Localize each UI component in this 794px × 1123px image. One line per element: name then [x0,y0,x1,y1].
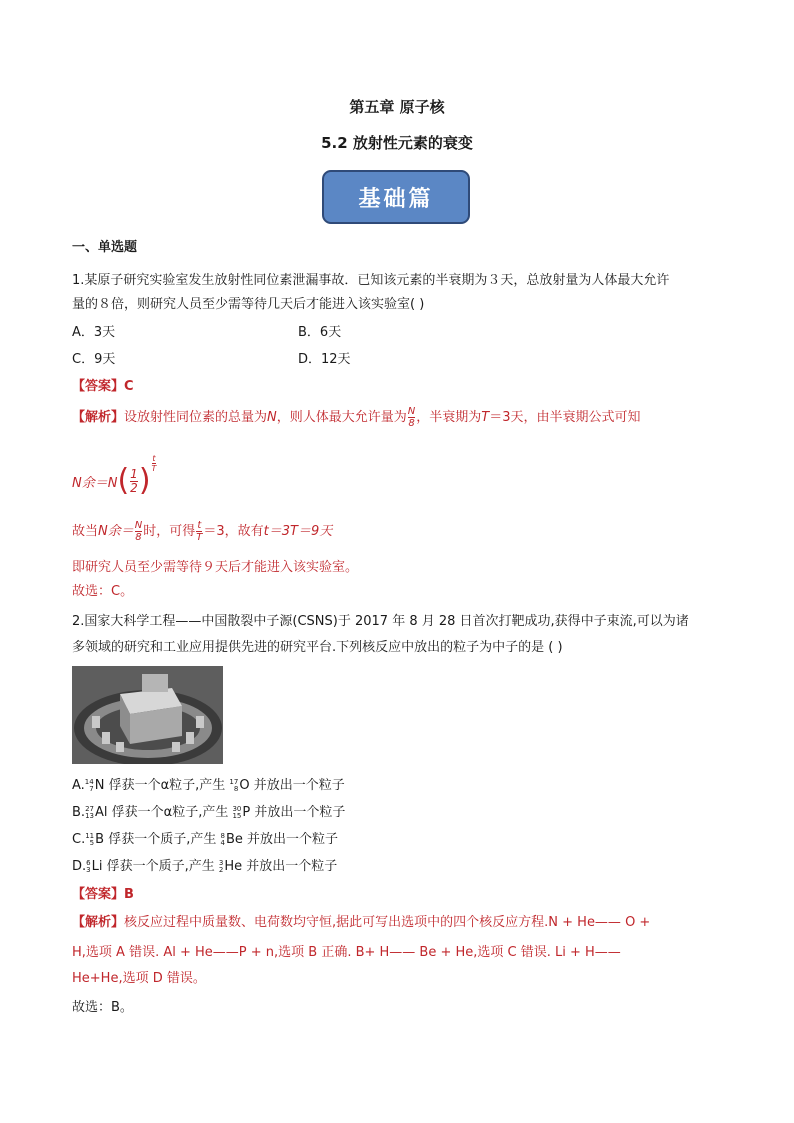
q2-analysis-equation-a: N + He—— O + [548,915,651,930]
frac-den: 2 [130,480,138,495]
mass-number: 14 [84,777,94,786]
q1-analysis-line4: 即研究人员至少需等待９天后才能进入该实验室。 [72,560,359,575]
charge-number: 13 [85,811,94,820]
nuclide-symbol: N [94,778,105,793]
nuclide-index [85,806,94,820]
frac-num: t [197,520,202,531]
product-index [220,833,224,847]
q1-analysis-text-d: ＝3天，由半衰期公式可知 [489,410,641,425]
section-title: 5.2 放射性元素的衰变 [321,134,473,152]
q1-stem-line2: 量的８倍，则研究人员至少需等待几天后才能进入该实验室( ) [72,297,425,312]
text: ＝3，故有 [203,524,264,539]
q1-frac-n-over-8-b [135,520,142,543]
charge-number: 2 [218,865,224,874]
option-text: 俘获一个质子,产生 [102,859,219,874]
frac-den: 8 [408,418,415,429]
right-paren: ) [138,463,151,498]
mass-number: 17 [229,777,239,786]
product-index [229,779,238,793]
option-letter: C. [72,832,86,847]
q1-analysis-label: 【解析】 [72,410,125,425]
q2-option-d [72,859,337,875]
q1-var-t: T [481,410,490,425]
q1-frac-t-over-t [196,520,202,543]
formula-frac-half [130,468,138,495]
q1-option-d: D．12天 [298,352,351,367]
csns-facility-photo [72,666,223,764]
exp-num: t [152,454,156,463]
text: N余＝ [98,524,134,539]
product-symbol: He [224,859,243,874]
product-index [232,806,241,820]
option-text: 俘获一个α粒子,产生 [107,805,233,820]
q2-analysis-line3: He+He,选项 D 错误。 [72,971,206,986]
level-badge [322,170,470,224]
q1-conclusion: 故选：C。 [72,584,134,599]
q2-analysis-text: 核反应过程中质量数、电荷数均守恒,据此可写出选项中的四个核反应方程. [124,915,549,930]
formula-exponent [152,454,157,473]
charge-number: 8 [233,784,239,793]
q1-analysis-line1 [72,406,641,430]
mass-number: 27 [85,804,94,813]
nuclide-symbol: Li [91,859,103,874]
product-symbol: O [239,778,250,793]
charge-number: 4 [220,838,225,847]
q1-analysis-text-c: ，半衰期为 [416,410,482,425]
facility-illustration [72,666,223,764]
q1-answer-value: C [124,379,134,394]
badge-label: 基础篇 [358,185,434,212]
q2-answer-value: B [124,887,134,902]
charge-number: 7 [89,784,94,793]
mass-number: 3 [218,858,224,867]
q2-option-a [72,778,345,794]
q1-var-n: N [267,410,277,425]
formula-lhs: N余＝N [72,475,118,491]
q2-conclusion: 故选：B。 [72,1000,133,1015]
q1-answer [72,379,134,395]
text: t＝3T＝9天 [263,524,333,539]
product-index [219,860,223,874]
section-heading: 一、单选题 [72,240,138,255]
exp-den: T [151,464,157,473]
q1-option-a: A．3天 [72,325,116,340]
nuclide-index [86,860,90,874]
q1-analysis-text-a: 设放射性同位素的总量为 [124,410,268,425]
q2-option-b [72,805,345,821]
q1-option-c: C．9天 [72,352,116,367]
option-letter: D. [72,859,87,874]
q1-stem-line1: 1.某原子研究实验室发生放射性同位素泄漏事故．已知该元素的半衰期为３天，总放射量为人体最大允许 [72,273,670,288]
option-letter: A. [72,778,85,793]
product-symbol: Be [225,832,243,847]
option-tail: 并放出一个粒子 [250,805,346,820]
nuclide-index [85,779,94,793]
charge-number: 3 [86,865,91,874]
frac-num: N [134,520,143,531]
q2-option-c [72,832,338,848]
option-tail: 并放出一个粒子 [249,778,345,793]
q1-analysis-line3 [72,520,332,544]
mass-number: 30 [232,804,242,813]
charge-number: 5 [89,838,95,847]
q1-answer-label: 【答案】 [72,379,125,394]
left-paren: ( [117,463,130,498]
nuclide-index [85,833,94,847]
frac-den: 8 [135,532,142,543]
q1-option-b: B．6天 [298,325,342,340]
mass-number: 11 [85,831,95,840]
option-tail: 并放出一个粒子 [242,859,338,874]
q1-half-life-formula [72,454,157,504]
chapter-title: 第五章 原子核 [349,98,445,116]
q2-answer [72,887,134,903]
charge-number: 15 [232,811,242,820]
mass-number: 8 [220,831,225,840]
q1-analysis-text-b: ，则人体最大允许量为 [276,410,407,425]
frac-num: N [407,406,416,417]
q2-analysis-line2: H,选项 A 错误. Al + He——P + n,选项 B 正确. B+ H—— Be + He,选项 C 错误. Li + H—— [72,945,621,960]
q2-analysis-line1 [72,915,650,931]
text: 故当 [72,524,99,539]
q2-analysis-label: 【解析】 [72,915,125,930]
nuclide-symbol: B [95,832,105,847]
q2-answer-label: 【答案】 [72,887,125,902]
q2-stem-line2: 多领域的研究和工业应用提供先进的研究平台.下列核反应中放出的粒子为中子的是 ( ) [72,640,563,655]
option-text: 俘获一个α粒子,产生 [104,778,230,793]
text: 时，可得 [143,524,196,539]
nuclide-symbol: Al [94,805,108,820]
frac-num: 1 [130,466,138,481]
mass-number: 6 [86,858,91,867]
q1-frac-n-over-8 [408,406,415,429]
frac-den: T [196,532,203,543]
option-letter: B. [72,805,86,820]
q2-stem-line1: 2.国家大科学工程——中国散裂中子源(CSNS)于 2017 年 8 月 28 日首次打靶成功,获得中子束流,可以为诸 [72,614,689,629]
option-text: 俘获一个质子,产生 [104,832,221,847]
product-symbol: P [242,805,251,820]
option-tail: 并放出一个粒子 [242,832,338,847]
